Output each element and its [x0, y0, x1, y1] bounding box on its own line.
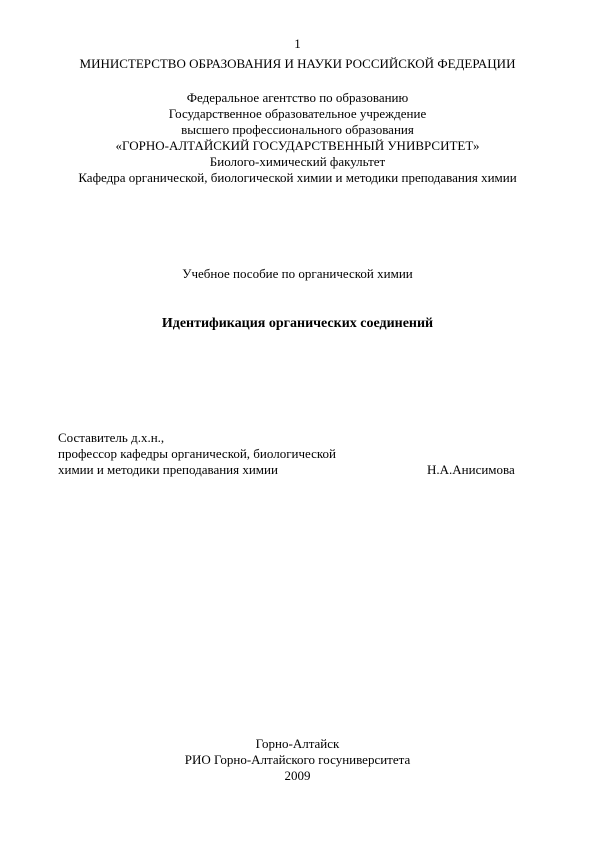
- university-name: «ГОРНО-АЛТАЙСКИЙ ГОСУДАРСТВЕННЫЙ УНИВРСИТЕТ»: [115, 138, 480, 153]
- document-subtitle: Учебное пособие по органической химии: [182, 266, 413, 281]
- publication-year: 2009: [284, 768, 311, 783]
- agency-name: Федеральное агентство по образованию: [186, 90, 409, 105]
- ministry-name: МИНИСТЕРСТВО ОБРАЗОВАНИЯ И НАУКИ РОССИЙСКОЙ ФЕДЕРАЦИИ: [79, 56, 516, 71]
- institution-type: Государственное образовательное учреждение: [168, 106, 427, 121]
- author-line-2: профессор кафедры органической, биологической: [58, 446, 336, 461]
- publisher-name: РИО Горно-Алтайского госуниверситета: [184, 752, 411, 767]
- department-name: Кафедра органической, биологической химии и методики преподавания химии: [78, 170, 517, 185]
- publication-city: Горно-Алтайск: [255, 736, 340, 751]
- faculty-name: Биолого-химический факультет: [209, 154, 386, 169]
- document-title: Идентификация органических соединений: [161, 316, 434, 331]
- page-number: 1: [294, 36, 301, 51]
- author-line-3: химии и методики преподавания химии: [58, 462, 278, 477]
- education-level: высшего профессионального образования: [181, 122, 414, 137]
- author-name: Н.А.Анисимова: [427, 462, 515, 477]
- author-line-1: Составитель д.х.н.,: [58, 430, 165, 445]
